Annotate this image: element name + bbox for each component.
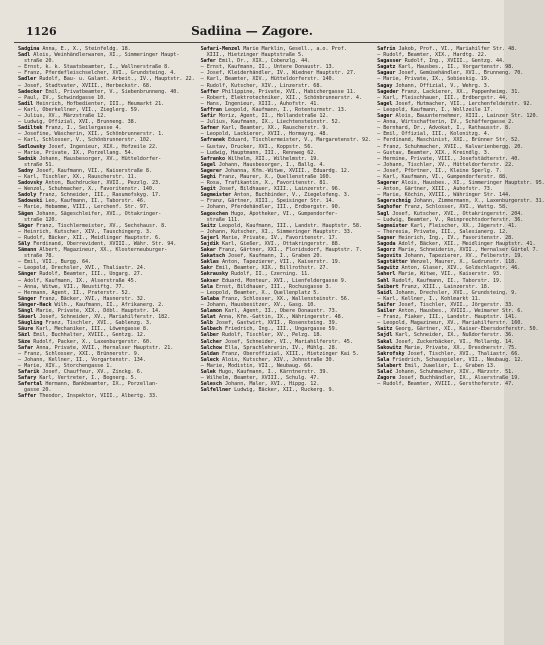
entry-details: Rudolf, Kaufmann, II., Taborstr. 19. xyxy=(389,277,503,284)
entry-surname: Sala xyxy=(377,356,390,363)
entry-details: Johann, Zimmermann, X., Laxenburgerstr. 31. xyxy=(410,198,545,205)
entry-surname: Safranko xyxy=(200,155,225,162)
entry-surname: Säze xyxy=(18,338,31,345)
entry-details: Hugo, Kaufmann, I., Kärntnerstr. 39. xyxy=(215,368,329,375)
entry-details: Karl, Beamter, XX., Rauscherstr. 9. xyxy=(218,125,329,132)
entry-details: Anton, Buchbinder, V., Ziegelofeng. 3. xyxy=(231,192,350,199)
entry-surname: Säugling xyxy=(18,320,43,327)
entry-details: — Franz, Gärtner, XIII., Speisinger Str. 14. xyxy=(200,198,335,205)
entry-details: Alois, Hausbes., XI., Simmeringer Hauptstr. 95. xyxy=(398,180,545,187)
entry-details: — Karl, Fleischhauer, III., Erdbergstr. 44. xyxy=(377,94,509,101)
entry-surname: Sager xyxy=(377,113,393,120)
entry-surname: Säzl xyxy=(18,332,31,339)
page-number: 1126 xyxy=(26,25,57,38)
entry-details: Josef, Buchhändler, IX., Alserstraße 19. xyxy=(395,375,521,382)
entry-continuation: straße 51. xyxy=(24,161,55,168)
entry-surname: Säure xyxy=(18,326,34,333)
header-rule xyxy=(14,42,490,43)
entry-surname: Sakowitz xyxy=(377,344,402,351)
entry-surname: Sagerschnig xyxy=(377,198,411,205)
entry-details: Franz, Schneider, III., Rasumofskyg. 17. xyxy=(36,192,162,199)
entry-details: — Rudolf, Beamter, XIX., Hardtg. 22. xyxy=(377,52,487,59)
entry-surname: Sagorz xyxy=(377,247,396,254)
entry-continuation: XIII., Hietzinger Hauptstraße 5. xyxy=(206,52,305,59)
entry-details: Friedrich, Ing., III., Ungargasse 59. xyxy=(221,326,338,333)
entry-surname: Zagore xyxy=(377,375,396,382)
entry-surname: Saidl xyxy=(377,289,393,296)
entry-surname: Sadny xyxy=(18,167,34,174)
entry-details: — Emil, VII., Burgg. 64. xyxy=(18,259,92,266)
entry-continuation: straße 20. xyxy=(24,58,55,65)
entry-details: — Emil, Offizial, III., Kolonitzg. 4. xyxy=(377,131,490,138)
entry-details: Marie, Schneiderin, XVII., Hernalser Gürtel 7. xyxy=(395,247,539,254)
entry-details: — Hans, Ingenieur, XIII., Auhofstr. 41. xyxy=(200,100,320,107)
entry-details: Rudolf, Bau- u. Galant. Arbeit., IV., Hauptstr. 22. xyxy=(36,76,195,83)
entry-details: Josef, Tischler, XVI., Thaliastr. 66. xyxy=(404,350,521,357)
entry-details: — Johann, Kutscher, XI., Simmeringer Hauptstr. 33. xyxy=(200,228,353,235)
page-header xyxy=(14,24,490,40)
entry-columns xyxy=(18,46,545,639)
entry-details: — Bernhard, Dr., Advokat, I., Rathausstr. 8. xyxy=(377,125,512,132)
entry-surname: Sagel xyxy=(377,100,393,107)
entry-surname: Sagoda xyxy=(377,241,396,247)
entry-details: Emil, Buchhalter, XVIII., Gentzg. 12. xyxy=(30,332,146,339)
entry-details: — Leopold, Beamter, X., Quellenplatz 5. xyxy=(200,289,320,296)
entry-details: Johann, Hausbesorger, I., Ballg. 4. xyxy=(215,161,326,168)
entry-surname: Säuerl xyxy=(18,314,37,321)
column-3 xyxy=(377,46,545,639)
entry-details: Alois, Kutscher, XIV., Johnstraße 30. xyxy=(218,356,335,363)
entry-details: Leopold, Kaufmann, III., Landstr. Hauptstr. 58. xyxy=(215,222,363,229)
entry-details: — Johann, Pferdehändler, III., Erdbergstr. 90. xyxy=(200,204,341,211)
entry-details: — Rudolf, Kutscher, XIV., Linzerstr. 68. xyxy=(200,82,323,89)
entry-surname: Saffer xyxy=(18,393,37,400)
entry-details: — Ernst, k. k. Staatsbeamter, I., Wallnerstraße 8. xyxy=(18,64,171,71)
entry-details: Karl, Gießer, XVI., Ottakringerstr. 88. xyxy=(218,241,341,247)
entry-surname: Sagerer xyxy=(200,167,222,174)
entry-continuation: straße 78. xyxy=(24,253,55,260)
entry-surname: Salesch xyxy=(200,381,222,388)
entry-surname: Safertal xyxy=(18,381,43,388)
entry-details: — Rudolf, Beamter, XVIII., Gersthoferstr. 47. xyxy=(377,381,515,388)
entry-details: Heinrich, Ing., IV., Favoritenstr. 28. xyxy=(395,234,515,241)
entry-details: Anton, Hausbes., XVIII., Weimarer Str. 6. xyxy=(395,308,524,315)
column-1 xyxy=(18,46,195,639)
entry-details: Rudolf, Beamter, III., Ungarg. 27. xyxy=(36,271,143,278)
entry-details: Hermann, Bankbeamter, IX., Porzellan- xyxy=(42,381,159,388)
entry-details: Anton, Glaser, XIV., Goldschlagstr. 46. xyxy=(398,265,521,272)
entry-continuation: straße 111. xyxy=(206,216,241,223)
entry-details: Anna, Kfm.-Gattin, IX., Währingerstr. 48. xyxy=(215,314,344,321)
entry-details: — Josefine, Wäscherin, XII., Schönbrunnerstr. 1. xyxy=(18,131,165,138)
entry-surname: Saifer xyxy=(377,301,396,308)
entry-details: — Karl, Kaufmann, VI., Gumpendorferstr. 88. xyxy=(377,173,509,180)
entry-details: Josef, Kaufmann, VII., Kaiserstraße 8. xyxy=(33,167,152,174)
entry-surname: Sadil xyxy=(18,100,34,107)
entry-surname: Sadnik xyxy=(18,155,37,162)
entry-details: Franz, I., Seilergasse 4. xyxy=(42,125,122,132)
entry-details: Emil, Dr., XIX., Cobenzlg. 44. xyxy=(215,58,311,65)
entry-details: Albert, Magazineur, XX., Klosterneuburger- xyxy=(36,247,168,254)
entry-surname: Sagaur xyxy=(377,70,396,77)
entry-details: — Franz, Schuhmacher, XVII., Kalvarienbergg. 20. xyxy=(377,143,524,150)
entry-surname: Sakrofsky xyxy=(377,350,405,357)
entry-details: Karl, Vertreter, I., Bognerg. 5. xyxy=(36,375,137,382)
entry-surname: Sakal xyxy=(377,338,393,345)
entry-details: Franz, Maurer, X., Quellenstraße 160. xyxy=(215,173,332,180)
entry-surname: Salb xyxy=(200,320,213,327)
entry-details: Emil, Privatbeamter, V., Siebenbrunneng. 40. xyxy=(42,88,180,95)
entry-surname: Sagoschen xyxy=(200,210,229,217)
entry-details: Franz, Schlosser, XVI., Wattg. 58. xyxy=(401,204,509,211)
entry-surname: Safari-Menzel xyxy=(200,46,241,52)
entry-details: — Josef, Kleiderhändler, IV., Wiedner Hauptstr. 27. xyxy=(200,70,356,77)
entry-surname: Sagstätter xyxy=(377,259,408,266)
entry-details: — Rudolf, Bäcker, XII., Meidlinger Hauptstr. 6. xyxy=(18,234,162,241)
entry-details: Anna, E., X., Steinfeldg. 18. xyxy=(39,46,131,52)
entry-details: — Ferdinand, Maschinist, XXI., Brünner Str. 52. xyxy=(377,137,521,144)
entry-details: Johann, Offizial, V., Wehrg. 3. xyxy=(392,82,490,89)
entry-details: Moriz, Agent, II., Hollandstraße 12. xyxy=(215,113,329,120)
entry-surname: Safir xyxy=(200,113,216,120)
entry-surname: Sagl xyxy=(377,210,390,217)
entry-details: Marie Marklin, Gesell., a.o. Prof. xyxy=(240,46,347,52)
entry-surname: Salber xyxy=(200,332,219,339)
entry-surname: Sakrausky xyxy=(200,271,229,278)
entry-details: — Gustav, Beamter, XIX., Kreindlg. 3. xyxy=(377,149,490,156)
entry-details: Josef, Kaufmann, I., Graben 20. xyxy=(225,253,323,260)
entry-surname: Salcher xyxy=(200,338,222,345)
entry-surname: Sakatsch xyxy=(200,253,225,260)
entry-details: Josef, Schneider, XV., Mariahilferstr. 182. xyxy=(36,314,171,321)
entry-details: — Theresia, Private, III., Salesianerg. 12. xyxy=(377,228,509,235)
entry-details: — Karl, Tischler, XX., Rauscherstr. 11. xyxy=(18,173,137,180)
entry-surname: Sadecker xyxy=(18,88,43,95)
entry-surname: Sadl xyxy=(18,52,31,59)
directory-entry xyxy=(18,393,195,399)
entry-details: Wenzel, Maurer, X., Gudrunstr. 118. xyxy=(407,259,518,266)
entry-details: — Marie, Hebamme, VIII., Lerchenf. Str. 97. xyxy=(18,204,149,211)
entry-details: — Leopold, Drechsler, XVI., Thaliastr. 24. xyxy=(18,265,146,272)
entry-details: Josef, Gastwirt, XVII., Rosensteing. 39. xyxy=(212,320,338,327)
entry-details: — Karl, Schlosser, V., Schönbrunnerstr. 102. xyxy=(18,137,152,144)
entry-surname: Sänger xyxy=(18,271,37,278)
entry-details: Rudolf, Packer, X., Laxenburgerstr. 60. xyxy=(30,338,152,345)
entry-details: Josef, Schneider, VI., Mariahilferstr. 45. xyxy=(221,338,353,345)
entry-details: — Marie, XIV., Storchengasse 1. xyxy=(18,362,113,369)
entry-details: — Marie, Modistin, VII., Neubaug. 66. xyxy=(200,362,314,369)
entry-surname: Säly xyxy=(18,241,31,247)
entry-details: Franz, Schlosser, XX., Wallensteinstr. 56. xyxy=(218,295,350,302)
entry-details: — Heinrich, Kutscher, XIV., Tauschingerg. 3. xyxy=(18,228,152,235)
entry-surname: Sadiltek xyxy=(18,125,43,132)
entry-details: Josef, Ingenieur, XIX., Hofzeile 22. xyxy=(45,143,159,150)
entry-details: Emil, Juwelier, I., Graben 13. xyxy=(401,362,496,369)
entry-details: — Johann, Tischler, XV., Hütteldorferstr. 22. xyxy=(377,161,515,168)
column-2 xyxy=(201,46,372,639)
entry-surname: Sadgina xyxy=(18,46,40,52)
entry-continuation: gasse 20. xyxy=(24,387,52,394)
entry-details: — Karl, Kellner, I., Kohlmarkt 11. xyxy=(377,295,481,302)
entry-details: Johann, Sägeschleifer, XVI., Ottakringer- xyxy=(33,210,162,217)
entry-details: — Ludwig, Offizial, XVI., Brunneng. 38. xyxy=(18,119,137,126)
entry-details: Karl, Hausbes., II., Vorgartenstr. 98. xyxy=(395,64,515,71)
entry-details: Ferdinand, Oberrevident, XVIII., Währ. Str. 94. xyxy=(30,241,177,247)
entry-surname: Safner xyxy=(200,125,219,132)
entry-details: Marie, Private, XIX., Döbl. Hauptstr. 14. xyxy=(33,308,162,315)
entry-details: Karl, Schneider, IX., Nußdorferstr. 36. xyxy=(392,332,515,339)
entry-details: Josef, Chauffeur, XV., Zinckg. 6. xyxy=(39,368,143,375)
entry-surname: Säger xyxy=(18,222,34,229)
entry-surname: Salek xyxy=(200,368,216,375)
entry-details: — Gustav, Drucker, XVI., Koppstr. 56. xyxy=(200,143,314,150)
entry-surname: Sahl xyxy=(377,277,390,284)
directory-entry xyxy=(201,387,372,393)
entry-surname: Saitz xyxy=(200,222,216,229)
running-title: Sadiina — Zagore. xyxy=(191,24,313,38)
entry-surname: Saldan xyxy=(200,350,219,357)
entry-surname: Sakser xyxy=(200,277,219,284)
entry-details: — Hermann, Agent, II., Praterstr. 52. xyxy=(18,289,131,296)
entry-surname: Saibert xyxy=(377,283,399,290)
entry-surname: Sagovits xyxy=(377,253,402,260)
directory-entry xyxy=(377,381,545,387)
entry-surname: Sämann xyxy=(18,247,37,254)
entry-details: — Leopold, Magazineur, XV., Mariahilferstr. 160. xyxy=(377,320,524,327)
entry-surname: Sadoly xyxy=(18,192,37,199)
entry-surname: Saklas xyxy=(200,259,219,266)
entry-details: — Franz, Pferdefleischselcher, XVI., Grundsteing. 4. xyxy=(18,70,177,77)
entry-details: Josef, Bildhauer, XIII., Lainzerstr. 96. xyxy=(215,186,341,193)
entry-surname: Sagatz xyxy=(377,64,396,71)
entry-surname: Sajerl xyxy=(200,234,219,241)
entry-surname: Sadler xyxy=(18,76,37,83)
entry-details: Jakob, Prof., VI., Mariahilfer Str. 48. xyxy=(395,46,518,52)
entry-details: Franz, Gärtner, XXI., Floridsdorf, Hauptstr. 7. xyxy=(215,247,363,254)
entry-details: — Hermine, Private, VIII., Josefstädterstr. 40. xyxy=(377,155,521,162)
entry-details: Georg, Gärtner, XI., Kaiser-Ebersdorferstr. 50. xyxy=(392,326,539,333)
entry-details: — Marie, Private, IX., Porzellang. 54. xyxy=(18,149,134,156)
entry-surname: Sagel xyxy=(200,161,216,168)
entry-details: Johann, Maler, XVI., Hippg. 12. xyxy=(221,381,320,388)
entry-surname: Sagner xyxy=(377,234,396,241)
entry-details: Anton, Buchdrucker, XVII., Pezzlg. 23. xyxy=(42,180,162,187)
entry-surname: Sagmeister xyxy=(377,222,408,229)
entry-details: Franz, Tischler, XVI., Gablenzg. 3. xyxy=(42,320,152,327)
entry-details: — Marie, Köchin, XVIII., Währinger Str. 144. xyxy=(377,192,512,199)
entry-surname: Sänger xyxy=(18,295,37,302)
entry-details: — Wilhelm, Beamter, XVIII., Schulg. 47. xyxy=(200,375,320,382)
entry-surname: Sailer xyxy=(377,308,396,315)
entry-details: — Anton, Gärtner, XIII., Auhofstr. 73. xyxy=(377,186,493,193)
entry-details: — Johann, Hausbesitzer, XV., Gasg. 10. xyxy=(200,301,317,308)
entry-surname: Sakr xyxy=(200,265,213,272)
entry-surname: Sagay xyxy=(377,82,393,89)
entry-surname: Safary xyxy=(18,375,37,382)
entry-surname: Sajdik xyxy=(200,241,219,247)
entry-details: Anna, Private, XVII., Hernalser Hauptstr. 21. xyxy=(33,344,174,351)
entry-details: — Karl, Beamter, XIV., Hütteldorferstr. 140. xyxy=(200,76,335,83)
entry-details: Josef, Tischler, XVII., Jörgerstr. 33. xyxy=(395,301,515,308)
entry-details: — Anna, Witwe, VII., Neustiftg. 77. xyxy=(18,283,125,290)
entry-surname: Saleck xyxy=(200,356,219,363)
entry-details: — Rosa, Trafikantin, X., Favoritenstr. 81. xyxy=(200,180,329,187)
entry-details: Josef, Kutscher, XVI., Ottakringerstr. 204. xyxy=(389,210,524,217)
entry-surname: Sala xyxy=(200,283,213,290)
entry-details: Hugo, Apotheker, VI., Gumpendorfer- xyxy=(228,210,338,217)
entry-details: Karl, Fleischer, XX., Jägerstr. 41. xyxy=(407,222,518,229)
entry-surname: Sageder xyxy=(377,88,399,95)
entry-details: Franz, Lackierer, XX., Pappenheimg. 31. xyxy=(398,88,521,95)
entry-surname: Saffran xyxy=(200,106,222,113)
entry-details: Franz, Oberoffizial, XIII., Hietzinger Kai 5. xyxy=(218,350,359,357)
entry-details: Josef, Gemüsehändler, XVI., Brunneng. 70. xyxy=(395,70,524,77)
entry-details: Emil, Beamter, XIX., Billrothstr. 27. xyxy=(212,265,329,272)
entry-details: — Johann, Kellner, II., Vorgartenstr. 134. xyxy=(18,356,146,363)
entry-details: Wilhelm, XII., Wilhelmstr. 19. xyxy=(225,155,320,162)
entry-surname: Safranek xyxy=(200,137,225,144)
entry-surname: Safer xyxy=(200,58,216,65)
entry-surname: Sadovsky xyxy=(18,180,43,187)
entry-continuation: straße 120. xyxy=(24,216,58,223)
entry-details: Rudolf, Tischler, XV., Pelzg. 18. xyxy=(218,332,323,339)
entry-surname: Sajdl xyxy=(377,332,393,339)
entry-surname: Saghi xyxy=(200,173,216,180)
entry-details: Ernst, Bildhauer, III., Rochusgasse 3. xyxy=(212,283,332,290)
entry-details: — Marie, Private, IX., Sobieskig. 19. xyxy=(377,76,490,83)
entry-details: — Karl, Oberkellner, VII., Zieglerg. 59. xyxy=(18,106,140,113)
entry-details: — Franz, Schlosser, XXI., Brünnerstr. 9. xyxy=(18,350,140,357)
entry-details: — Leopold, Kaufmann, I., Wollzeile 17. xyxy=(377,106,493,113)
entry-details: Wilh., Kaufmann, II., Afrikanerg. 2. xyxy=(51,301,165,308)
entry-details: Johanna, Kfm.-Witwe, XVIII., Eduardg. 12. xyxy=(221,167,350,174)
entry-details: — Leopold, Lackierer, XVII., Hormayrg. 48. xyxy=(200,131,329,138)
entry-surname: Salamon xyxy=(200,308,222,315)
entry-details: — Paul, IV., Schwindgasse 10. xyxy=(18,94,107,101)
entry-details: Eduard, Monteur, XVI., Lienfeldergasse 9. xyxy=(218,277,347,284)
entry-surname: Salbach xyxy=(200,326,222,333)
entry-surname: Safrin xyxy=(377,46,396,52)
entry-details: — Josef, Pförtner, II., Kleine Sperlg. 7. xyxy=(377,167,503,174)
entry-details: Friedrich, Schauspieler, VII., Neubaug. 12. xyxy=(389,356,524,363)
entry-details: Ludwig, Bäcker, XII., Ruckerg. 9. xyxy=(231,387,335,394)
entry-details: — Ludwig, Beamter, V., Reinprechtsdorferstr. 36. xyxy=(377,216,524,223)
entry-details: — Anna, Wirtschafterin, IV., Schäffergasse 2. xyxy=(377,119,515,126)
entry-details: Anton, Tapezierer, VII., Kaiserstr. 19. xyxy=(218,259,341,266)
entry-surname: Salaba xyxy=(200,295,219,302)
entry-surname: Sagasser xyxy=(377,58,402,65)
entry-details: Franz, Bäcker, XVI., Hasnerstr. 32. xyxy=(36,295,146,302)
entry-details: Rudolf, Ing., XVIII., Gentzg. 44. xyxy=(401,58,506,65)
entry-details: Franz, Tischlermeister, XV., Sechshausr. 8. xyxy=(33,222,168,229)
entry-details: — Julius, Kaufmann, IX., Liechtensteinstr. 52. xyxy=(200,119,341,126)
entry-details: Johann, Schuhmacher, XIV., Märzstr. 51. xyxy=(392,368,515,375)
entry-surname: Sängl xyxy=(18,308,34,315)
entry-details: Josef, Zuckerbäcker, VI., Mollardg. 14. xyxy=(392,338,515,345)
entry-surname: Sagwitz xyxy=(377,265,399,272)
entry-details: Marie, Private, XX., Dresdnerstr. 75. xyxy=(401,344,518,351)
entry-details: Alois, Bauunternehmer, XIII., Lainzer Str. 120. xyxy=(392,113,539,120)
entry-details: Johann, Tapezierer, XV., Felberstr. 19. xyxy=(401,253,524,260)
entry-details: Leo, Kaufmann, II., Taborstr. 46. xyxy=(42,198,146,205)
entry-details: — Ludwig, Hauptmann, III., Rennweg 62. xyxy=(200,149,317,156)
entry-surname: Sagit xyxy=(200,186,216,193)
entry-surname: Sänger-Hack xyxy=(18,301,52,308)
entry-details: Marie, Witwe, VII., Kaiserstr. 93. xyxy=(395,271,503,278)
entry-details: Leopold, Kaufmann, I., Rotenturmstr. 13. xyxy=(221,106,347,113)
entry-surname: Saffer xyxy=(200,88,219,95)
entry-details: Josef, Hutmacher, VII., Lerchenfelderstr. 92. xyxy=(392,100,533,107)
entry-details: Johann, Hausbesorger, XV., Hütteldorfer- xyxy=(36,155,162,162)
entry-surname: Salchow xyxy=(200,344,222,351)
entry-surname: Saitz xyxy=(377,326,393,333)
entry-details: Franz, XIII., Lainzerstr. 18. xyxy=(398,283,490,290)
entry-surname: Salač xyxy=(377,368,393,375)
entry-details: — Adolf, Kaufmann, IX., Alserstraße 45. xyxy=(18,277,137,284)
entry-surname: Sakar xyxy=(200,247,216,254)
entry-details: Marie, Private, IV., Favoritenstr. 17. xyxy=(218,234,338,241)
entry-surname: Safarik xyxy=(18,368,40,375)
entry-details: Theodor, Inspektor, VIII., Albertg. 33. xyxy=(36,393,159,400)
entry-surname: Salat xyxy=(200,314,216,321)
entry-details: Alois, Weinhändlerwaren, XI., Simmeringer Haupt- xyxy=(30,52,180,59)
entry-details: Adolf, Bäcker, XII., Meidlinger Hauptstr. 41. xyxy=(395,241,536,247)
entry-surname: Sadowski xyxy=(18,198,43,205)
entry-surname: Salabert xyxy=(377,362,402,369)
entry-details: Rudolf, II., Czerning. 11. xyxy=(228,271,311,278)
entry-details: — Ernst, Kaufmann, II., Untere Donaustr. 13. xyxy=(200,64,335,71)
entry-details: Ella, Sprachlehrerin, IV., Mühlg. 28. xyxy=(221,344,338,351)
entry-details: Philippine, Private, XVI., Habichergasse 11. xyxy=(218,88,356,95)
entry-surname: Sagmeister xyxy=(200,192,232,199)
entry-details: — Josef, Stadtvater, XVIII., Herbeckstr. 68. xyxy=(18,82,152,89)
entry-details: — Franz, Fiaker, III., Landstr. Hauptstr. 141. xyxy=(377,314,518,321)
entry-surname: Saghofer xyxy=(377,204,402,211)
entry-details: Karl, Mechaniker, III., Löwengasse 8. xyxy=(33,326,149,333)
entry-details: Eduard, Tischlermeister, V., Margaretenstr. 92. xyxy=(225,137,372,144)
entry-surname: Salfellner xyxy=(200,387,232,394)
entry-details: — Robert, Elektrotechniker, XII., Schönbrunnerstr. 4. xyxy=(200,94,363,101)
entry-surname: Sägen xyxy=(18,210,34,217)
entry-details: — Wenzel, Schuhmacher, X., Favoritenstr. 140. xyxy=(18,186,156,193)
entry-surname: Saherl xyxy=(377,271,396,278)
entry-details: Karl, Agent, II., Obere Donaustr. 73. xyxy=(221,308,338,315)
entry-details: — Julius, XV., Märzstraße 12. xyxy=(18,113,107,120)
entry-surname: Safar xyxy=(18,344,34,351)
entry-surname: Sagerer xyxy=(377,180,399,187)
entry-surname: Sadlowsky xyxy=(18,143,46,150)
entry-details: Johann, Drechsler, XVI., Grundsteing. 9. xyxy=(392,289,518,296)
entry-details: Heinrich, Hofbedienter, III., Heumarkt 21. xyxy=(33,100,165,107)
